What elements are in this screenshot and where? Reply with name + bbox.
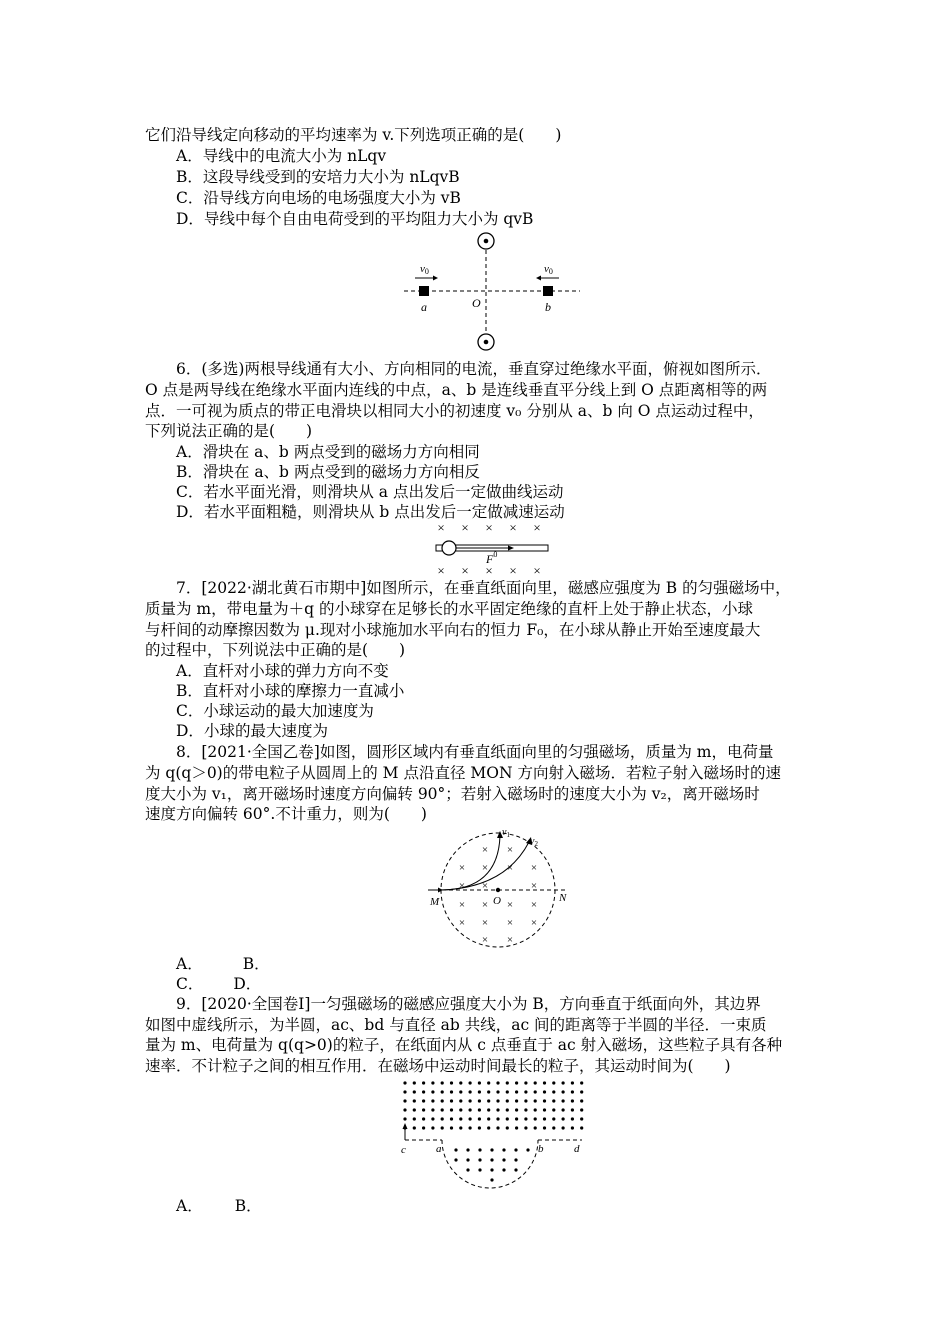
figure-field-semicircle [396,1076,592,1190]
q6-line-3: 点．一可视为质点的带正电滑块以相同大小的初速度 v₀ 分别从 a、b 向 O 点运动过程中， [145,402,764,420]
field-dot [478,1148,481,1151]
q7-option-b: B．直杆对小球的摩擦力一直减小 [176,682,405,700]
field-dot [571,1117,574,1120]
field-dot [515,1090,518,1093]
field-dot [524,1099,527,1102]
field-dot [413,1090,416,1093]
field-dot [459,1108,462,1111]
field-dot [490,1158,493,1161]
q7-line-2: 质量为 m，带电量为＋q 的小球穿在足够长的水平固定绝缘的直杆上处于静止状态，小球 [145,600,753,618]
field-dot [422,1081,425,1084]
field-dot [552,1081,555,1084]
q6-option-d: D．若水平面粗糙，则滑块从 b 点出发后一定做减速运动 [176,503,565,521]
field-dot [422,1099,425,1102]
charged-ball [442,541,456,555]
label-v0-left: v0 [420,263,429,276]
field-dot [496,1117,499,1120]
field-dot [487,1117,490,1120]
field-dot [571,1090,574,1093]
field-dot [487,1099,490,1102]
field-dot [543,1117,546,1120]
field-dot [515,1108,518,1111]
field-dot [431,1099,434,1102]
field-dot [478,1158,481,1161]
q6-option-b: B．滑块在 a、b 两点受到的磁场力方向相反 [176,463,480,481]
field-dot [459,1117,462,1120]
field-dot [496,1108,499,1111]
field-dot [502,1168,505,1171]
velocity-arrow-left-icon [536,276,559,281]
field-dot [524,1108,527,1111]
q7-line-1: 7．[2022·湖北黄石市期中]如图所示，在垂直纸面向里，磁感应强度为 B 的匀强磁场中， [176,579,791,597]
field-dot [490,1178,493,1181]
field-dot [562,1081,565,1084]
field-dot [450,1108,453,1111]
field-dot [441,1117,444,1120]
field-cross: × [437,520,445,535]
field-dot [506,1117,509,1120]
field-dot [466,1148,469,1151]
field-dot [422,1126,425,1129]
field-dot [543,1126,546,1129]
field-dot [552,1090,555,1093]
field-dot [454,1158,457,1161]
q5-option-b: B．这段导线受到的安培力大小为 nLqvB [176,168,460,186]
field-dot [506,1099,509,1102]
field-dot [490,1168,493,1171]
field-cross: × [481,880,489,892]
field-dot [496,1126,499,1129]
field-dot [469,1108,472,1111]
field-dot [431,1090,434,1093]
field-dot [403,1117,406,1120]
q9-options-row-1: A． B． [176,1197,262,1215]
q6-option-c: C．若水平面光滑，则滑块从 a 点出发后一定做曲线运动 [176,483,564,501]
q9-line-2: 如图中虚线所示，为半圆，ac、bd 与直径 ab 共线，ac 间的距离等于半圆的半径．一束质 [145,1016,767,1034]
label-c: c [401,1144,406,1156]
label-v1: $v_1$ [502,827,510,839]
field-dot [543,1108,546,1111]
field-dot [524,1081,527,1084]
field-dot [454,1148,457,1151]
field-dot [506,1081,509,1084]
entry-arrow-up-icon [403,1123,408,1140]
field-cross: × [485,520,493,535]
field-cross: × [458,862,466,874]
field-dot [413,1081,416,1084]
field-dot [543,1081,546,1084]
field-dot [431,1126,434,1129]
field-dot [552,1099,555,1102]
velocity-arrow-right-icon [415,276,438,281]
field-dot [431,1108,434,1111]
field-cross: × [506,917,514,929]
q7-option-c: C．小球运动的最大加速度为 [176,702,374,720]
field-dot [580,1108,583,1111]
field-dot [571,1099,574,1102]
field-cross: × [481,899,489,911]
field-dot [543,1099,546,1102]
field-dot [534,1090,537,1093]
field-dot [403,1108,406,1111]
field-dot [502,1148,505,1151]
q9-line-3: 量为 m、电荷量为 q(q>0)的粒子，在纸面内从 c 点垂直于 ac 射入磁场，这些粒子具有各种 [145,1036,783,1054]
field-dot [580,1081,583,1084]
field-dot [580,1126,583,1129]
field-dot [506,1126,509,1129]
field-dot [459,1090,462,1093]
q8-line-3: 度大小为 v₁，离开磁场时速度方向偏转 90°；若射入磁场时的速度大小为 v₂，离开磁场时 [145,785,760,803]
field-cross: × [530,880,538,892]
label-a: a [436,1143,442,1155]
field-dot [422,1090,425,1093]
field-dot [478,1099,481,1102]
figure-circular-field [420,822,580,950]
field-cross: × [485,563,493,578]
field-dot [534,1099,537,1102]
label-m: M [430,896,440,908]
field-dot [441,1090,444,1093]
field-dot [413,1117,416,1120]
field-dot [413,1108,416,1111]
slider-b [543,286,553,296]
q6-line-2: O 点是两导线在绝缘水平面内连线的中点，a、b 是连线垂直平分线上到 O 点距离相等的两 [145,381,768,399]
field-dot [524,1090,527,1093]
field-dot [514,1168,517,1171]
field-dot [413,1126,416,1129]
field-dot [562,1117,565,1120]
field-dot [514,1158,517,1161]
field-dot [441,1081,444,1084]
wire-top-current-out-icon [478,233,494,249]
wire-bottom-current-out-icon [478,334,494,350]
field-dot [580,1099,583,1102]
field-dot [543,1090,546,1093]
field-dot [487,1126,490,1129]
q8-options-row-2: C． D． [176,975,262,993]
field-cross: × [506,899,514,911]
field-dot [496,1090,499,1093]
q6-line-4: 下列说法正确的是( ) [145,422,313,440]
slider-a [419,286,429,296]
field-cross: × [461,563,469,578]
field-cross: × [481,862,489,874]
field-dot [552,1117,555,1120]
field-dot [562,1126,565,1129]
field-dot [459,1099,462,1102]
field-cross: × [437,563,445,578]
q8-line-2: 为 q(q＞0)的带电粒子从圆周上的 M 点沿直径 MON 方向射入磁场．若粒子射入磁场时的速 [145,764,781,782]
field-cross: × [506,862,514,874]
field-dot [487,1081,490,1084]
field-dot [515,1117,518,1120]
field-dots-out-of-page [403,1081,583,1181]
field-dot [403,1090,406,1093]
field-dot [441,1099,444,1102]
field-cross: × [530,862,538,874]
field-dot [450,1090,453,1093]
figure-ball-on-rod [430,518,560,578]
center-point [496,888,500,892]
q8-line-1: 8．[2021·全国乙卷]如图，圆形区域内有垂直纸面向里的匀强磁场，质量为 m，电荷量 [176,743,774,761]
field-dot [571,1081,574,1084]
field-dot [580,1117,583,1120]
field-dot [524,1117,527,1120]
field-dot [466,1158,469,1161]
field-dot [524,1126,527,1129]
q5-option-a: A．导线中的电流大小为 nLqv [176,147,387,165]
field-cross: × [461,520,469,535]
field-dot [515,1099,518,1102]
q7-line-3: 与杆间的动摩擦因数为 μ.现对小球施加水平向右的恒力 F₀，在小球从静止开始至速度最大 [145,621,761,639]
q6-line-1: 6．(多选)两根导线通有大小、方向相同的电流，垂直穿过绝缘水平面，俯视如图所示． [176,360,772,378]
field-dot [506,1108,509,1111]
field-cross: × [458,917,466,929]
field-dot [534,1108,537,1111]
q7-option-a: A．直杆对小球的弹力方向不变 [176,662,389,680]
field-dot [496,1099,499,1102]
field-cross: × [458,880,466,892]
field-dot [496,1081,499,1084]
field-dot [571,1108,574,1111]
field-dot [580,1090,583,1093]
field-dot [469,1081,472,1084]
field-dot [515,1081,518,1084]
field-dot [469,1117,472,1120]
q7-option-d: D．小球的最大速度为 [176,722,328,740]
label-o: O [493,895,501,907]
q8-options-row-1: A． B． [176,955,270,973]
field-cross: × [458,899,466,911]
field-dot [478,1117,481,1120]
field-dot [571,1126,574,1129]
field-cross: × [509,520,517,535]
field-dot [562,1090,565,1093]
q9-line-4: 速率．不计粒子之间的相互作用．在磁场中运动时间最长的粒子，其运动时间为( ) [145,1057,731,1075]
field-dot [431,1117,434,1120]
label-o: O [472,296,481,310]
label-a: a [421,300,427,314]
trajectory-v1 [441,831,503,890]
field-dot [487,1108,490,1111]
field-dot [459,1126,462,1129]
q7-line-4: 的过程中，下列说法中正确的是( ) [145,641,406,659]
figure-two-wires [400,228,590,358]
q5-option-c: C．沿导线方向电场的电场强度大小为 vB [176,189,461,207]
field-dot [466,1168,469,1171]
label-v2: $v_2$ [530,836,538,848]
field-cross: × [533,520,541,535]
field-dot [441,1126,444,1129]
field-dot [490,1148,493,1151]
field-dot [459,1081,462,1084]
field-dot [534,1117,537,1120]
field-dot [534,1081,537,1084]
field-dot [515,1126,518,1129]
field-dot [552,1126,555,1129]
field-dot [469,1126,472,1129]
field-cross: × [530,917,538,929]
label-n: N [559,892,567,904]
field-dot [469,1099,472,1102]
field-cross: × [481,934,489,946]
field-dot [413,1099,416,1102]
field-dot [506,1090,509,1093]
field-dot [478,1168,481,1171]
field-dot [478,1108,481,1111]
field-dot [403,1099,406,1102]
q6-option-a: A．滑块在 a、b 两点受到的磁场力方向相同 [176,443,480,461]
field-dot [431,1081,434,1084]
field-dot [514,1148,517,1151]
field-dot [502,1158,505,1161]
field-dot [562,1099,565,1102]
label-v0-right: v0 [544,263,553,276]
field-cross: × [506,844,514,856]
field-cross: × [506,934,514,946]
field-dot [526,1148,529,1151]
field-dot [478,1081,481,1084]
field-cross: × [481,844,489,856]
field-dot [552,1108,555,1111]
field-cross: × [481,917,489,929]
field-dot [422,1108,425,1111]
q5-option-d: D．导线中每个自由电荷受到的平均阻力大小为 qvB [176,210,534,228]
q9-line-1: 9．[2020·全国卷Ⅰ]一匀强磁场的磁感应强度大小为 B，方向垂直于纸面向外，其边界 [176,995,761,1013]
label-d: d [574,1143,580,1155]
field-dot [450,1126,453,1129]
label-b: b [538,1143,544,1155]
field-dot [562,1108,565,1111]
field-dot [487,1090,490,1093]
label-f0: $F^0$ [486,550,498,566]
field-dot [450,1081,453,1084]
field-cross: × [509,563,517,578]
field-dot [403,1081,406,1084]
field-dot [478,1090,481,1093]
field-cross: × [530,899,538,911]
q5-stem: 它们沿导线定向移动的平均速率为 v.下列选项正确的是( ) [145,126,562,144]
field-dot [534,1126,537,1129]
field-dot [469,1090,472,1093]
field-dot [441,1108,444,1111]
field-dot [450,1099,453,1102]
q8-line-4: 速度方向偏转 60°.不计重力，则为( ) [145,805,427,823]
field-cross: × [533,563,541,578]
semicircle-boundary [442,1140,538,1188]
field-dot [422,1117,425,1120]
field-dot [450,1117,453,1120]
field-dot [478,1126,481,1129]
label-b: b [545,300,551,314]
